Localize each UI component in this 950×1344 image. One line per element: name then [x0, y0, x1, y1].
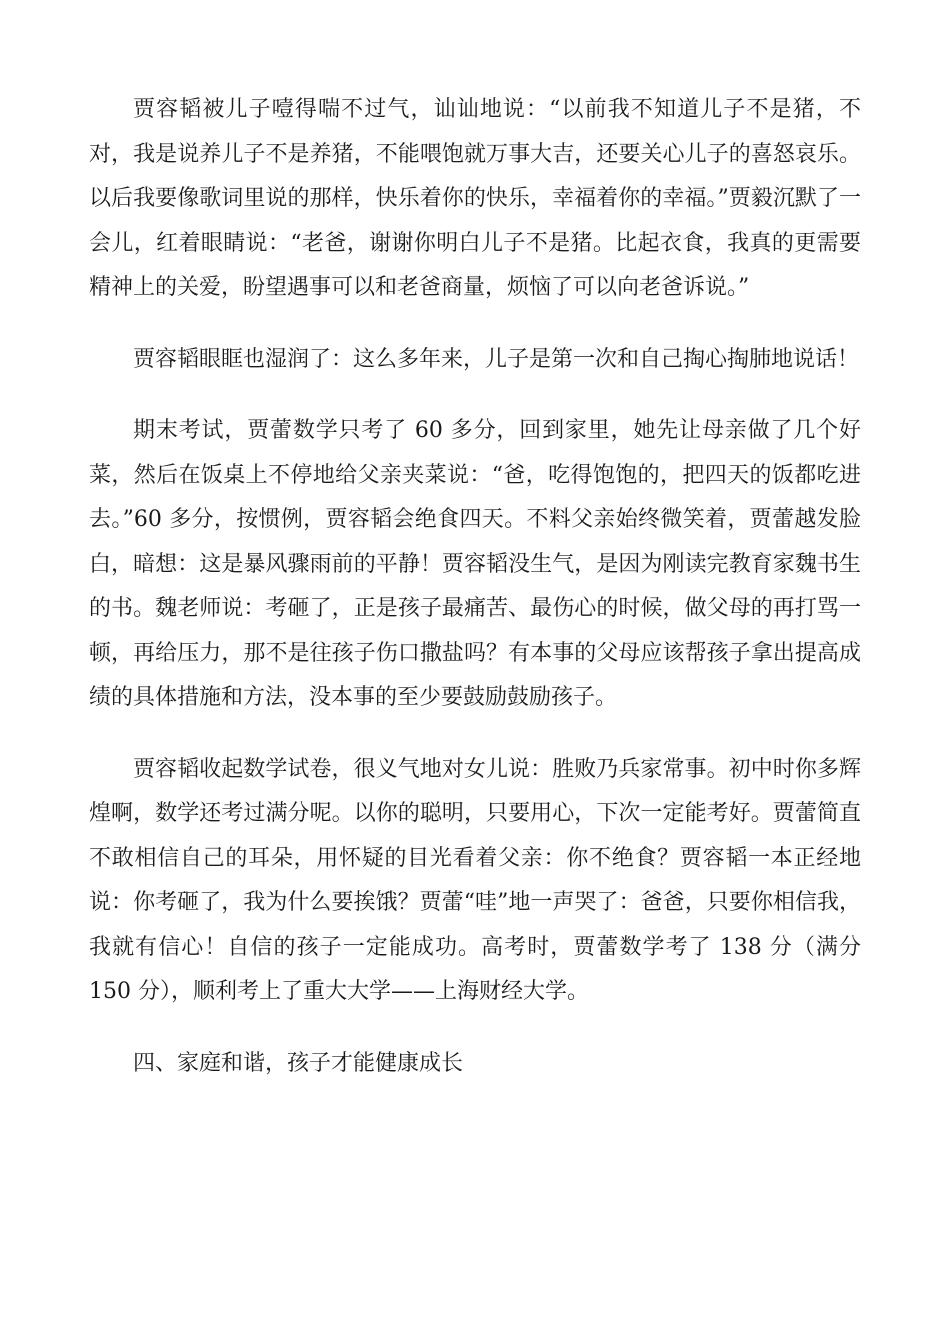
section-heading: 四、家庭和谐，孩子才能健康成长	[133, 1050, 464, 1076]
document-page	[89, 88, 861, 1086]
paragraph-3: 期末考试，贾蕾数学只考了 60 多分，回到家里，她先让母亲做了几个好菜，然后在饭桌上不停地给父亲夹菜说：“爸，吃得饱饱的，把四天的饭都吃进去。”60 多分，按惯例，贾容韬会绝食四天。不料父亲始终微笑着，贾蕾越发脸白，暗想：这是暴风骤雨前的平静！贾容韬没生气，是因为刚读完教育家魏书生的书。魏老师说：考砸了，正是孩子最痛苦、最伤心的时候，做父母的再打骂一顿，再给压力，那不是往孩子伤口撒盐吗？有本事的父母应该帮孩子拿出提高成绩的具体措施和方法，没本事的至少要鼓励鼓励孩子。	[89, 418, 861, 710]
paragraph-1: 贾容韬被儿子噎得喘不过气，讪讪地说：“以前我不知道儿子不是猪，不对，我是说养儿子不是养猪，不能喂饱就万事大吉，还要关心儿子的喜怒哀乐。以后我要像歌词里说的那样，快乐着你的快乐，幸福着你的幸福。”贾毅沉默了一会儿，红着眼睛说：“老爸，谢谢你明白儿子不是猪。比起衣食，我真的更需要精神上的关爱，盼望遇事可以和老爸商量，烦恼了可以向老爸诉说。”	[89, 97, 861, 300]
paragraph-4: 贾容韬收起数学试卷，很义气地对女儿说：胜败乃兵家常事。初中时你多辉煌啊，数学还考过满分呢。以你的聪明，只要用心，下次一定能考好。贾蕾简直不敢相信自己的耳朵，用怀疑的目光看着父亲：你不绝食？贾容韬一本正经地说：你考砸了，我为什么要挨饿？贾蕾“哇”地一声哭了：爸爸，只要你相信我，我就有信心！自信的孩子一定能成功。高考时，贾蕾数学考了 138 分（满分 150 分），顺利考上了重大大学——上海财经大学。	[89, 756, 861, 1004]
paragraph-2: 贾容韬眼眶也湿润了：这么多年来，儿子是第一次和自己掏心掏肺地说话！	[133, 346, 860, 372]
